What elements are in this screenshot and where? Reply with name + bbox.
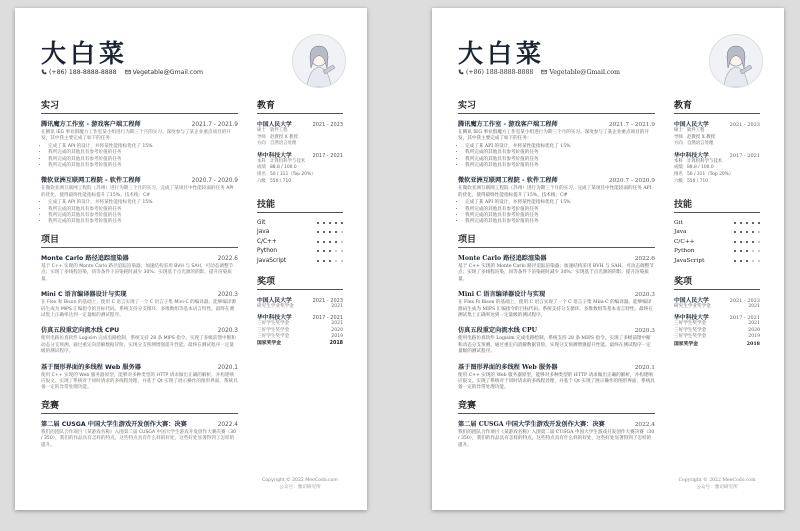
project-entry: [458, 325, 655, 355]
skill-dot: [335, 250, 337, 252]
award-year: 2021: [748, 321, 760, 327]
skill-level-dots: [734, 260, 760, 262]
award-item-bold: 国家奖学金: [257, 341, 281, 347]
entry-description: 在腾讯 IEG 事业群魔方工作室某小组进行为期三个月的实习。深度参与了某企业重点项目的开发，其中我主要完成了如下的任务：: [458, 130, 649, 142]
skill-dot: [341, 260, 343, 262]
skill-dot: [323, 250, 325, 252]
entry-title: 仿真五段重定向流水线 CPU: [41, 327, 120, 335]
skill-level-dots: [734, 241, 760, 243]
edu-row: [674, 179, 760, 186]
skill-level-dots: [317, 231, 343, 233]
award-date: 2017 - 2021: [729, 315, 760, 322]
entry-description: 在 Flex 和 Bison 的基础上，使用 C 语言实现了一个 C 语言子集 Mini-C 的编译器。能够编译源码生成为 MIPS 汇编指令的目标代码。系统支持分支循环、多维数组等基本语言特性。最终在测试集上正确率达到一定量级的测试程序。: [41, 300, 237, 318]
skill-dot: [758, 260, 760, 262]
edu-key: 成绩: [674, 165, 683, 171]
bullet-item: • 我所完成的其他具有参考价值的任务: [465, 150, 655, 156]
entry-description: 在微软亚洲互联网工程院（苏州）进行为期三个月的实习，完成了某项目中性能较弱的任务 API 的优化，使得最终性能指标提升了15%。技术栈：C#: [458, 186, 652, 198]
award-year: 2021: [331, 321, 343, 327]
bullet-item: • 我所完成的其他具有参考价值的任务: [48, 219, 238, 225]
award-item: 三好学生奖学金: [674, 327, 707, 333]
award-item: 三好学生奖学金: [674, 321, 707, 327]
edu-value: 550 / 710: [270, 178, 292, 184]
side-column: [674, 98, 760, 348]
edu-key: 排名: [674, 171, 683, 177]
entry-title: 微软亚洲互联网工程院 - 软件工程师: [458, 177, 558, 185]
edu-key: 方向: [257, 141, 266, 147]
award-year: 2020: [748, 327, 760, 333]
side-column: [257, 98, 343, 348]
skill-dot: [752, 241, 754, 243]
entry-description: 在腾讯 IEG 事业群魔方工作室某小组进行为期三个月的实习。深度参与了某企业重点项目的开发，其中我主要完成了如下的任务：: [41, 130, 231, 142]
edu-key: 方向: [674, 141, 683, 147]
bullet-list: [458, 144, 655, 170]
entry-title: 腾讯魔方工作室 - 游戏客户端工程师: [41, 121, 141, 128]
entry-title: Monte Carlo 路径追踪渲染器: [41, 254, 129, 262]
entry-date: 2020.1: [634, 364, 655, 371]
entry-title: 第二届 CUSGA 中国大学生游戏开发创作大赛：决赛: [458, 420, 605, 428]
section-title-education: 教育: [257, 98, 343, 114]
award-item: 三好学生奖学金: [257, 321, 290, 327]
entry-title: 微软亚洲互联网工程院 - 软件工程师: [41, 177, 141, 185]
skill-name: JavaScript: [674, 257, 705, 264]
email-icon: [541, 69, 547, 75]
contest-entry: [41, 419, 238, 449]
section-title-experience: 实习: [41, 98, 238, 114]
edu-value: 计算机科学与技术: [270, 158, 306, 164]
skill-name: Python: [257, 248, 278, 255]
edu-key: 硕士: [257, 128, 266, 133]
phone-icon: [41, 69, 47, 75]
edu-value: 自然语言处理: [687, 141, 714, 147]
bullet-list: [458, 200, 655, 226]
edu-row: [674, 165, 760, 172]
edu-key: 六级: [257, 178, 266, 184]
skill-dot: [341, 231, 343, 233]
skill-dot: [341, 241, 343, 243]
section-title-awards: 奖项: [674, 274, 760, 290]
section-title-projects: 项目: [41, 232, 238, 248]
skill-dot: [335, 260, 337, 262]
skill-level-dots: [734, 250, 760, 252]
contest-entry: [458, 419, 655, 449]
edu-key: 导师: [674, 134, 683, 140]
award-year: 2019: [748, 334, 760, 340]
award-item: 三好学生奖学金: [674, 334, 707, 340]
school-name: 中国人民大学: [257, 122, 292, 128]
section-title-contests: 竞赛: [458, 398, 655, 414]
skill-row: [674, 218, 760, 228]
bullet-item: • 我所完成的其他具有参考价值的任务: [465, 157, 655, 163]
award-year: 2019: [331, 334, 343, 340]
project-entry: [41, 289, 238, 319]
edu-key: 六级: [674, 178, 683, 184]
skill-name: JavaScript: [257, 257, 287, 264]
edu-row: [257, 179, 343, 186]
skill-dot: [329, 260, 331, 262]
edu-row: [257, 128, 343, 135]
edu-row: [674, 141, 760, 148]
award-school: 中国人民大学: [257, 297, 292, 304]
project-entry: [458, 289, 655, 319]
skill-dot: [740, 250, 742, 252]
entry-description: 使用电路仿真软件 Logisim 完成电路绘制，系统支持 28 条 MIPS 指令。实现了多级前馈中断和动态分支预测。通过重定向消解数据冒险，实现分支预测增强提升性能。最终在测试程序一定量级的测试程序。: [458, 336, 651, 355]
entry-date: 2022.6: [217, 255, 238, 262]
section-title-skills: 技能: [257, 197, 343, 213]
experience-entry: [458, 119, 655, 169]
entry-title: Mini C 语言编译器设计与实现: [458, 291, 546, 299]
skill-level-dots: [317, 260, 343, 262]
skill-dot: [335, 222, 337, 224]
skill-name: Git: [257, 219, 266, 226]
edu-value: 自然语言处理: [270, 141, 297, 147]
skill-dot: [746, 231, 748, 233]
skill-row: [674, 237, 760, 247]
entry-description: 基于 C++ 实现的 Monte Carlo 路径追踪渲染器；加速结构采用 BVH 与 SAH，可动态调整节点；实现了多线程渲染，同等条件下渲染耗时减少 30%；实现基于点光源的阴影，提升渲染质量。: [41, 263, 234, 282]
skill-level-dots: [734, 222, 760, 224]
section-title-awards: 奖项: [257, 274, 343, 290]
skill-dot: [740, 260, 742, 262]
skill-dot: [317, 260, 319, 262]
bullet-item: • 我所完成的其他具有参考价值的任务: [465, 213, 655, 219]
edu-value: 计算机科学与技术: [687, 158, 723, 164]
skill-level-dots: [317, 222, 343, 224]
edu-key: 硕士: [674, 128, 683, 133]
section-title-projects: 项目: [458, 232, 655, 248]
award-item-bold: 国家奖学金: [674, 341, 698, 348]
skill-dot: [734, 231, 736, 233]
skill-level-dots: [734, 231, 760, 233]
award-date: 2021 - 2023: [729, 297, 760, 304]
skill-level-dots: [317, 241, 343, 243]
skill-dot: [317, 231, 319, 233]
skill-name: Java: [257, 229, 270, 236]
skill-name: Python: [674, 248, 695, 255]
skill-row: [674, 228, 760, 238]
award-school: 华中科技大学: [674, 315, 709, 322]
edu-row: [674, 172, 760, 179]
bullet-item: • 完成了某 API 的设计，并将某性能指标优化了 15%: [465, 144, 655, 150]
entry-title: 第二届 CUSGA 中国大学生游戏开发创作大赛：决赛: [41, 420, 187, 428]
award-year: 2020: [331, 327, 343, 333]
entry-description: 我们的团队合作项目《某游戏名称》入围第二届 CUSGA 中国大学生游戏开发创作大赛决赛（30 / 350），我们的作品具有怎样的特点，这些特点具有什么样的好处，这些好处显著得到了怎样的提升。: [41, 429, 236, 448]
skill-dot: [329, 222, 331, 224]
skill-row: [257, 256, 343, 266]
project-entry: [41, 325, 238, 355]
contact-line: [458, 69, 620, 76]
section-title-experience: 实习: [458, 98, 655, 114]
entry-title: 仿真五段重定向流水线 CPU: [458, 327, 538, 335]
edu-value: 软件工程: [270, 128, 288, 133]
contact-line: [41, 69, 203, 76]
edu-value: 软件工程: [687, 128, 705, 133]
skill-row: [674, 247, 760, 257]
copyright: Copyright © 2022 MeeCodo.com: [678, 478, 756, 483]
skill-dot: [746, 260, 748, 262]
skill-dot: [323, 241, 325, 243]
bullet-item: • 完成了某 API 的设计，并将某性能指标优化了 15%: [48, 144, 238, 150]
entry-title: 腾讯魔方工作室 - 游戏客户端工程师: [458, 121, 558, 128]
skill-name: C/C++: [257, 238, 277, 245]
skill-dot: [317, 222, 319, 224]
edu-key: 导师: [257, 134, 266, 140]
edu-value: 88.8 / 100.0: [687, 165, 714, 171]
edu-key: 本科: [674, 158, 683, 164]
footer-sub: 公众号：雅司研究所: [279, 484, 321, 490]
entry-date: 2021.7 - 2021.9: [191, 122, 238, 128]
edu-row: [257, 141, 343, 148]
skill-dot: [752, 250, 754, 252]
award-item: 三好学生奖学金: [257, 327, 290, 333]
skill-dot: [329, 231, 331, 233]
skill-name: Java: [674, 229, 687, 236]
avatar-illustration: [293, 35, 345, 87]
entry-description: 使用电路仿真软件 Logisim 完成电路绘制，系统支持 28 条 MIPS 指令。实现了多级前馈中断和动态分支预测。通过重定向消解数据冒险，实现分支预测增强提升性能。最终在测试程序一定量级的测试程序。: [41, 336, 236, 355]
bullet-item: • 完成了某 API 的设计，并将某性能指标优化了 15%: [465, 200, 655, 206]
entry-date: 2020.1: [217, 364, 238, 371]
project-entry: [458, 362, 655, 392]
skill-row: [257, 228, 343, 238]
phone-number: (+86) 188-8888-8888: [466, 69, 534, 76]
skill-dot: [734, 222, 736, 224]
skill-level-dots: [317, 250, 343, 252]
entry-date: 2021.7 - 2021.9: [608, 122, 655, 128]
bullet-list: [41, 200, 238, 226]
avatar-illustration: [710, 35, 762, 87]
bullet-item: • 我所完成的其他具有参考价值的任务: [48, 207, 238, 213]
skill-dot: [329, 241, 331, 243]
skill-dot: [323, 260, 325, 262]
entry-description: 基于 C++ 实现的 Monte Carlo 路径追踪渲染器；加速结构采用 BVH 与 SAH，可动态调整节点；实现了多线程渲染，同等条件下渲染耗时减少 30%；实现基于点光源的阴影，提升渲染质量。: [458, 263, 654, 282]
entry-date: 2022.6: [634, 255, 655, 262]
email-address: Vegetable@Gmail.com: [549, 69, 620, 76]
email-icon: [125, 69, 131, 75]
skill-dot: [341, 250, 343, 252]
experience-entry: [41, 175, 238, 225]
entry-date: 2020.3: [217, 292, 238, 299]
phone-number: (+86) 188-8888-8888: [49, 69, 117, 76]
skill-dot: [335, 231, 337, 233]
skill-dot: [317, 241, 319, 243]
entry-description: 使用 C++ 实现的 Web 服务器原型，能够对多种类型的 HTTP 请求做出正确的解析，并构建响应报文。实现了系统对于同时请求的多线程处理，并基于 Qt 实现了展示操作的图形界面，系统具备一定的异常处理功能。: [458, 372, 655, 391]
avatar: [292, 34, 346, 88]
section-title-education: 教育: [674, 98, 760, 114]
edu-value: 赵教授 X 教授: [270, 134, 298, 140]
phone-icon: [458, 69, 464, 75]
main-column: [458, 98, 655, 455]
email-address: Vegetable@Gmail.com: [132, 69, 204, 76]
edu-key: 成绩: [257, 165, 266, 171]
footer-sub: 公众号：雅司研究所: [696, 484, 738, 490]
project-entry: [458, 253, 655, 283]
skill-dot: [758, 222, 760, 224]
skill-dot: [734, 260, 736, 262]
entry-description: 在微软亚洲互联网工程院（苏州）进行为期三个月的实习，完成了某项目中性能较弱的任务 API 的优化，使得最终性能指标提升了15%。技术栈：C#: [41, 186, 234, 198]
award-year: 2021: [331, 303, 343, 309]
edu-row: [674, 128, 760, 135]
resume-name: 大白菜: [458, 39, 546, 68]
award-school: 华中科技大学: [257, 315, 292, 322]
entry-date: 2020.7 - 2020.9: [608, 178, 655, 185]
edu-value: 50 / 311（Top 20%）: [687, 171, 734, 177]
skill-dot: [746, 250, 748, 252]
skill-dot: [752, 231, 754, 233]
project-entry: [41, 362, 238, 392]
award-school: 中国人民大学: [674, 297, 709, 304]
copyright: Copyright © 2022 MeeCodo.com: [262, 478, 338, 483]
school-name: 中国人民大学: [674, 122, 709, 128]
skill-dot: [323, 231, 325, 233]
skill-row: [257, 247, 343, 257]
entry-title: Monte Carlo 路径追踪渲染器: [458, 254, 547, 262]
resume-page-left: [15, 8, 367, 510]
skill-dot: [740, 241, 742, 243]
skill-row: [674, 256, 760, 266]
school-date: 2021 - 2023: [729, 122, 760, 128]
bullet-item: • 我所完成的其他具有参考价值的任务: [48, 150, 238, 156]
bullet-item: • 我所完成的其他具有参考价值的任务: [465, 207, 655, 213]
skill-dot: [752, 260, 754, 262]
bullet-item: • 我所完成的其他具有参考价值的任务: [48, 157, 238, 163]
entry-description: 使用 C++ 实现的 Web 服务器原型，能够对多种类型的 HTTP 请求做出正确的解析，并构建响应报文。实现了系统对于同时请求的多线程处理，并基于 Qt 实现了展示操作的图形界面，系统具备一定的异常处理功能。: [41, 372, 238, 391]
bullet-item: • 我所完成的其他具有参考价值的任务: [48, 163, 238, 169]
skill-dot: [734, 241, 736, 243]
section-title-skills: 技能: [674, 197, 760, 213]
skill-dot: [752, 222, 754, 224]
bullet-item: • 我所完成的其他具有参考价值的任务: [465, 163, 655, 169]
skill-dot: [323, 222, 325, 224]
skill-name: Git: [674, 219, 683, 226]
skill-dot: [740, 231, 742, 233]
award-item: 三好学生奖学金: [257, 334, 290, 340]
edu-key: 本科: [257, 158, 266, 164]
skill-dot: [758, 241, 760, 243]
project-entry: [41, 253, 238, 283]
avatar: [709, 34, 763, 88]
bullet-item: • 完成了某 API 的设计，并将某性能指标优化了 15%: [48, 200, 238, 206]
skill-dot: [341, 222, 343, 224]
award-year: 2018: [329, 341, 343, 347]
entry-title: 基于图形界面的多线程 Web 服务器: [458, 363, 558, 371]
skill-dot: [758, 250, 760, 252]
award-item: 研究生学业奖学金: [257, 303, 294, 309]
edu-value: 赵教授 X 教授: [687, 134, 715, 140]
section-title-contests: 竞赛: [41, 398, 238, 414]
edu-key: 排名: [257, 171, 266, 177]
entry-date: 2020.3: [217, 328, 238, 335]
edu-row: [257, 165, 343, 172]
award-year: 2018: [746, 341, 760, 348]
award-year: 2021: [748, 303, 760, 309]
skill-dot: [329, 250, 331, 252]
skill-dot: [758, 231, 760, 233]
entry-title: 基于图形界面的多线程 Web 服务器: [41, 363, 141, 371]
skill-name: C/C++: [674, 238, 695, 245]
skill-dot: [335, 241, 337, 243]
edu-value: 550 / 710: [687, 178, 709, 184]
award-date: 2017 - 2021: [312, 315, 343, 322]
award-date: 2021 - 2023: [312, 297, 343, 304]
entry-date: 2020.3: [634, 292, 655, 299]
experience-entry: [41, 119, 238, 169]
skill-row: [257, 237, 343, 247]
entry-date: 2022.4: [634, 421, 655, 428]
entry-description: 在 Flex 和 Bison 的基础上，使用 C 语言实现了一个 C 语言子集 Mini-C 的编译器。能够编译源码生成为 MIPS 汇编指令的目标代码。系统支持分支循环、多维数组等基本语言特性。最终在测试集上正确率达到一定量级的测试程序。: [458, 300, 653, 318]
skill-row: [257, 218, 343, 228]
skill-dot: [746, 222, 748, 224]
award-item: 研究生学业奖学金: [674, 303, 711, 309]
skill-dot: [734, 250, 736, 252]
edu-row: [257, 172, 343, 179]
school-date: 2017 - 2021: [729, 152, 760, 159]
bullet-item: • 我所完成的其他具有参考价值的任务: [465, 219, 655, 225]
school-date: 2017 - 2021: [312, 152, 343, 159]
edu-value: 50 / 311（Top 20%）: [270, 171, 316, 177]
edu-value: 88.8 / 100.0: [270, 165, 297, 171]
school-name: 华中科技大学: [257, 152, 292, 159]
entry-description: 我们的团队合作项目《某游戏名称》入围第二届 CUSGA 中国大学生游戏开发创作大赛决赛（30 / 350），我们的作品具有怎样的特点，这些特点具有什么样的好处，这些好处显著得到了怎样的提升。: [458, 429, 655, 448]
entry-date: 2020.7 - 2020.9: [191, 178, 238, 185]
resume-name: 大白菜: [41, 39, 129, 68]
entry-date: 2020.3: [634, 328, 655, 335]
entry-date: 2022.4: [217, 421, 238, 428]
entry-title: Mini C 语言编译器设计与实现: [41, 291, 127, 299]
main-column: [41, 98, 238, 455]
experience-entry: [458, 175, 655, 225]
school-date: 2021 - 2023: [312, 122, 343, 128]
skill-dot: [317, 250, 319, 252]
skill-dot: [740, 222, 742, 224]
skill-dot: [746, 241, 748, 243]
footer: [245, 478, 355, 491]
footer: [662, 478, 772, 491]
resume-page-right: [432, 8, 784, 510]
bullet-list: [41, 144, 238, 170]
bullet-item: • 我所完成的其他具有参考价值的任务: [48, 213, 238, 219]
school-name: 华中科技大学: [674, 152, 709, 159]
